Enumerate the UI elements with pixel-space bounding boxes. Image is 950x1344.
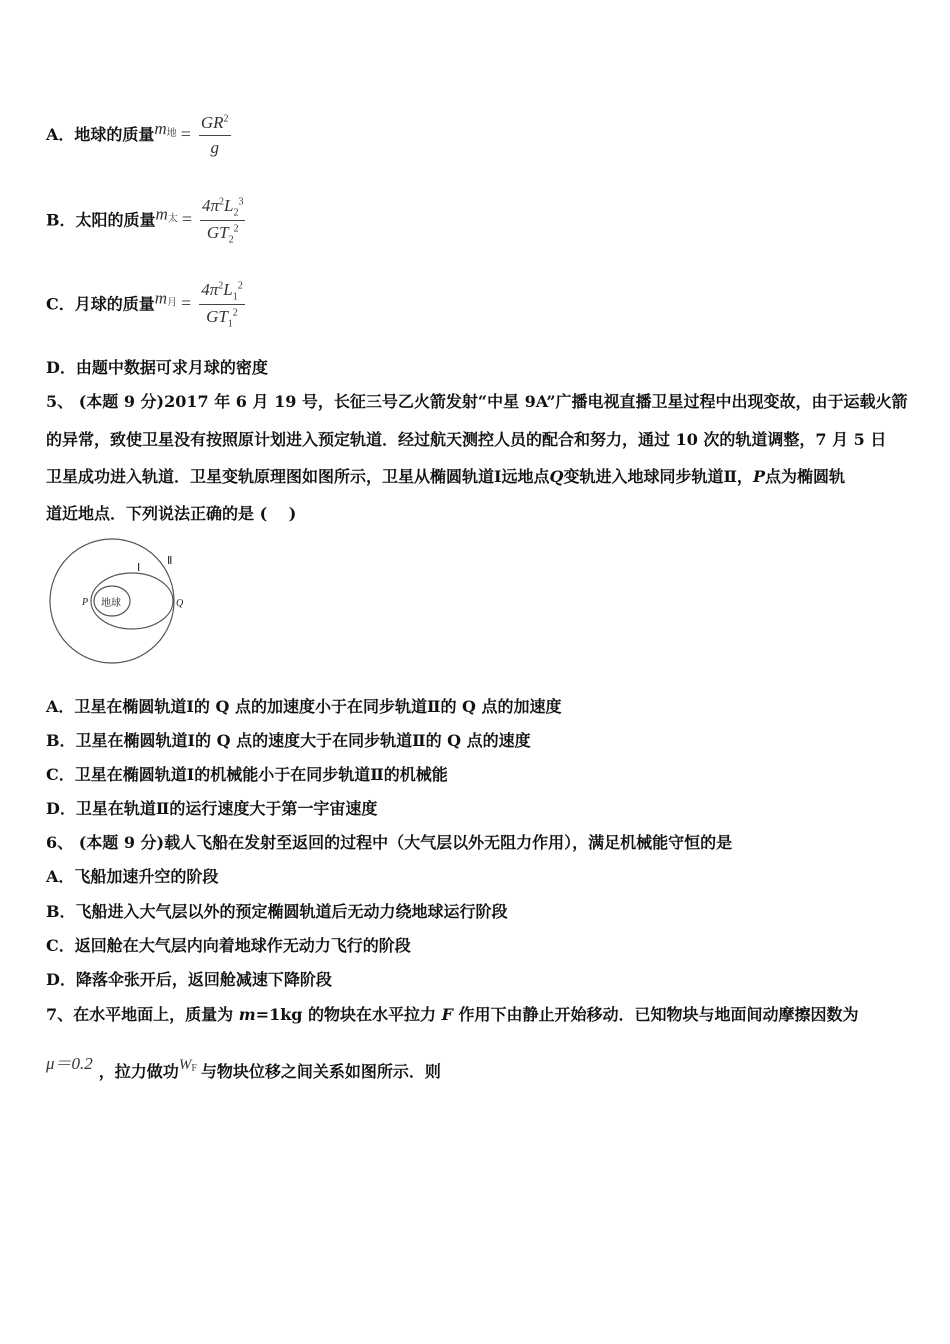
q7-work-symbol: W <box>178 1057 192 1073</box>
q4-option-d: D．由题中数据可求月球的密度 <box>46 358 268 377</box>
q4-a-fraction <box>199 113 231 158</box>
q4-b-m: m <box>155 204 168 224</box>
q4-a-m-sub: 地 <box>166 128 177 139</box>
q4-c-m-sub: 月 <box>167 297 178 309</box>
q4-option-a: A．地球的质量$m^地$ = $\frac{GR^2}{g}$ <box>46 113 229 157</box>
q4-a-m: m <box>154 119 167 138</box>
q4-c-m: m <box>154 288 168 308</box>
point-q-label: Q <box>176 598 184 609</box>
q4-c-den-sub: 1 <box>227 318 233 330</box>
q4-option-b: B．太阳的质量$m^太$ = $\frac{4\pi^2L_2^3}{GT_2^2}$ <box>46 196 244 246</box>
q5-line3-part-a: 卫星成功进入轨道．卫星变轨原理图如图所示，卫星从椭圆轨道Ⅰ远地点 <box>46 467 550 486</box>
orbit-diagram <box>46 533 196 668</box>
q5-option-b: B．卫星在椭圆轨道Ⅰ的 Q 点的速度大于在同步轨道Ⅱ的 Q 点的速度 <box>46 731 531 750</box>
orbit-i-label: Ⅰ <box>137 562 141 574</box>
q4-b-L-sub: 2 <box>233 207 239 219</box>
q4-c-fraction <box>199 280 245 330</box>
q4-a-num-sup: 2 <box>223 113 229 125</box>
q4-c-L-sup: 2 <box>237 280 243 292</box>
q4-b-den-sub: 2 <box>228 234 234 246</box>
q6-option-a: A．飞船加速升空的阶段 <box>46 867 219 886</box>
q4-a-den: g <box>210 138 219 157</box>
q4-c-den-sup: 2 <box>232 307 238 319</box>
q4-c-L: L <box>223 280 233 299</box>
q4-b-den: GT <box>206 223 229 243</box>
q5-line3-part-c: 点为椭圆轨 <box>764 467 845 486</box>
q4-option-c-label: C．月球的质量 <box>46 294 155 314</box>
q5-stem-line-4: 道近地点．下列说法正确的是 ( ) <box>46 504 297 523</box>
q7-stem-line-1 <box>46 1002 859 1025</box>
q5-option-a: A．卫星在椭圆轨道Ⅰ的 Q 点的加速度小于在同步轨道Ⅱ的 Q 点的加速度 <box>46 697 562 716</box>
q7-force-symbol: F <box>441 1005 453 1024</box>
q4-option-a-label: A．地球的质量 <box>46 125 155 144</box>
q7-stem-line-2 <box>46 1049 441 1082</box>
orbit-ii-label: Ⅱ <box>167 555 173 567</box>
q7-stem-part-b: =1kg 的物块在水平拉力 <box>255 1005 442 1024</box>
q4-b-L-sup: 3 <box>238 196 244 208</box>
q4-c-coef-sup: 2 <box>218 280 224 292</box>
q4-b-den-sup: 2 <box>233 223 239 235</box>
q4-option-c: C．月球的质量$m^月$ = $\frac{4\pi^2L_1^2}{GT_1^2}$ <box>46 280 243 330</box>
q7-mu-value: μ＝0.2 <box>46 1054 93 1073</box>
point-p-label: P <box>82 597 89 608</box>
q7-line2-part-b: 与物块位移之间关系如图所示．则 <box>200 1062 441 1081</box>
q5-stem-line-2: 的异常，致使卫星没有按照原计划进入预定轨道．经过航天测控人员的配合和努力，通过 10 次的轨道调整，7 月 5 日 <box>46 430 887 449</box>
q5-option-d: D．卫星在轨道Ⅱ的运行速度大于第一宇宙速度 <box>46 799 378 818</box>
q4-c-L-sub: 1 <box>232 291 238 303</box>
q4-b-coef-sup: 2 <box>219 196 224 208</box>
q5-line3-p: P <box>752 467 765 486</box>
q4-b-L: L <box>224 196 234 215</box>
q5-line3-q: Q <box>549 467 564 486</box>
q6-option-c: C．返回舱在大气层内向着地球作无动力飞行的阶段 <box>46 936 411 955</box>
q6-option-d: D．降落伞张开后，返回舱减速下降阶段 <box>46 970 332 989</box>
q4-a-num: GR <box>200 113 224 132</box>
q4-option-b-label: B．太阳的质量 <box>46 210 156 230</box>
q4-c-coef: 4π <box>201 280 219 299</box>
q5-option-c: C．卫星在椭圆轨道Ⅰ的机械能小于在同步轨道Ⅱ的机械能 <box>46 765 448 784</box>
q4-b-fraction <box>200 196 246 246</box>
q6-option-b: B．飞船进入大气层以外的预定椭圆轨道后无动力绕地球运行阶段 <box>46 902 508 921</box>
q4-c-den: GT <box>206 307 228 327</box>
q5-stem-line-3 <box>46 464 845 487</box>
q4-b-coef: 4π <box>201 196 219 215</box>
q7-line2-part-a: ，拉力做功 <box>98 1062 179 1081</box>
q5-line3-part-b: 变轨进入地球同步轨道Ⅱ， <box>563 467 753 486</box>
q7-stem-part-a: 7、在水平地面上，质量为 <box>46 1005 239 1024</box>
q5-stem-line-1: 5、 (本题 9 分)2017 年 6 月 19 号，长征三号乙火箭发射“中星 9A”广播电视直播卫星过程中出现变故，由于运载火箭 <box>46 392 908 411</box>
earth-label: 地球 <box>101 598 121 609</box>
q6-stem: 6、 (本题 9 分)载人飞船在发射至返回的过程中（大气层以外无阻力作用），满足机械能守恒的是 <box>46 833 733 852</box>
q7-stem-part-c: 作用下由静止开始移动．已知物块与地面间动摩擦因数为 <box>452 1005 859 1024</box>
q7-work-sub: F <box>191 1063 197 1074</box>
q4-b-m-sub: 太 <box>167 213 178 225</box>
q7-mass-symbol: m <box>238 1005 256 1024</box>
